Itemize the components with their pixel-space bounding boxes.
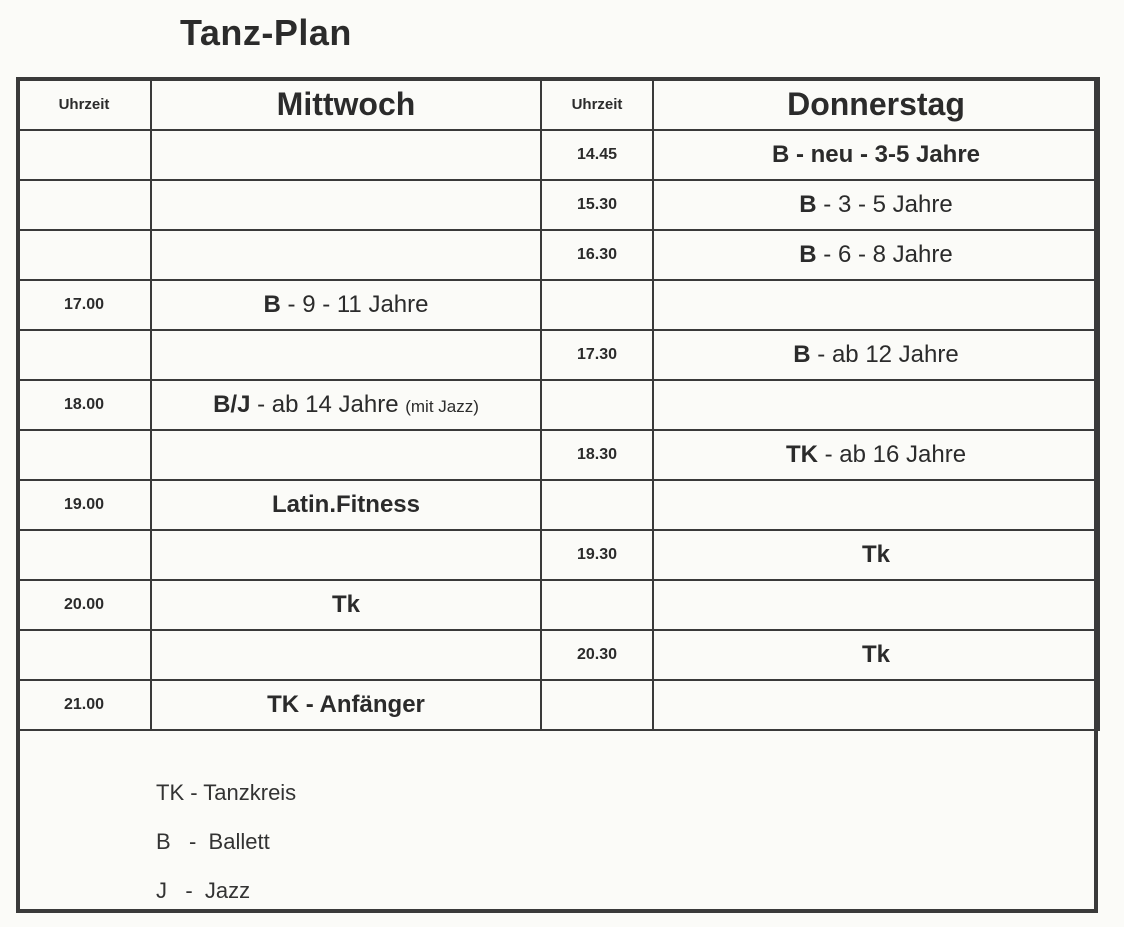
legend-item-tanzkreis: TK - Tanzkreis xyxy=(156,780,297,805)
course-code: B xyxy=(799,241,817,268)
course-code: B - neu - 3-5 Jahre xyxy=(771,141,981,168)
schedule-table xyxy=(16,77,1100,731)
course-detail: - ab 14 Jahre xyxy=(250,391,406,418)
course-code: Latin.Fitness xyxy=(271,491,421,518)
time-cell-wednesday xyxy=(17,530,151,580)
course-cell-wednesday xyxy=(151,680,541,730)
course-detail: - 3 - 5 Jahre xyxy=(816,191,953,218)
time-cell-thursday xyxy=(541,480,653,530)
course-cell-thursday xyxy=(653,480,1099,530)
table-row xyxy=(17,480,1099,530)
time-cell-wednesday xyxy=(17,430,151,480)
course-cell-wednesday xyxy=(151,480,541,530)
legend xyxy=(156,780,296,927)
course-cell-thursday xyxy=(653,130,1099,180)
course-cell-wednesday xyxy=(151,330,541,380)
course-cell-wednesday xyxy=(151,630,541,680)
legend-item-jazz: J - Jazz xyxy=(156,878,251,903)
time-cell-thursday: 14.45 xyxy=(541,130,653,180)
course-code: TK - Anfänger xyxy=(267,691,425,718)
table-row xyxy=(17,280,1099,330)
time-cell-wednesday xyxy=(17,180,151,230)
course-code: B xyxy=(799,191,817,218)
time-cell-wednesday: 20.00 xyxy=(17,580,151,630)
table-row xyxy=(17,180,1099,230)
course-code: Tk xyxy=(861,541,890,568)
table-row xyxy=(17,680,1099,730)
course-code: Tk xyxy=(861,641,890,668)
header-wednesday: Mittwoch xyxy=(151,78,541,130)
header-time-wednesday: Uhrzeit xyxy=(17,78,151,130)
course-cell-wednesday xyxy=(151,530,541,580)
course-cell-wednesday xyxy=(151,580,541,630)
time-cell-wednesday: 17.00 xyxy=(17,280,151,330)
time-cell-thursday: 16.30 xyxy=(541,230,653,280)
course-cell-wednesday xyxy=(151,230,541,280)
time-cell-thursday xyxy=(541,280,653,330)
time-cell-thursday xyxy=(541,580,653,630)
course-code: B xyxy=(263,291,281,318)
course-note: (mit Jazz) xyxy=(405,397,479,416)
course-cell-thursday xyxy=(653,180,1099,230)
table-row xyxy=(17,630,1099,680)
course-detail: - ab 12 Jahre xyxy=(810,341,959,368)
time-cell-wednesday: 19.00 xyxy=(17,480,151,530)
time-cell-wednesday xyxy=(17,130,151,180)
time-cell-wednesday xyxy=(17,630,151,680)
course-cell-thursday xyxy=(653,330,1099,380)
time-cell-thursday: 15.30 xyxy=(541,180,653,230)
time-cell-wednesday: 21.00 xyxy=(17,680,151,730)
time-cell-wednesday xyxy=(17,230,151,280)
table-row xyxy=(17,530,1099,580)
page-title: Tanz-Plan xyxy=(180,12,352,53)
course-detail: - 6 - 8 Jahre xyxy=(816,241,953,268)
header-time-thursday: Uhrzeit xyxy=(541,78,653,130)
course-cell-thursday xyxy=(653,680,1099,730)
table-header-row xyxy=(17,78,1099,130)
time-cell-thursday: 20.30 xyxy=(541,630,653,680)
table-row xyxy=(17,580,1099,630)
course-cell-thursday xyxy=(653,580,1099,630)
table-row xyxy=(17,380,1099,430)
time-cell-thursday: 18.30 xyxy=(541,430,653,480)
time-cell-thursday: 19.30 xyxy=(541,530,653,580)
course-cell-thursday xyxy=(653,230,1099,280)
table-row xyxy=(17,130,1099,180)
course-cell-thursday xyxy=(653,430,1099,480)
course-code: B xyxy=(793,341,811,368)
time-cell-wednesday: 18.00 xyxy=(17,380,151,430)
course-detail: - ab 16 Jahre xyxy=(817,441,967,468)
course-cell-wednesday xyxy=(151,130,541,180)
table-row xyxy=(17,230,1099,280)
course-code: Tk xyxy=(331,591,360,618)
course-cell-thursday xyxy=(653,630,1099,680)
course-code: B/J xyxy=(213,391,251,418)
table-row xyxy=(17,330,1099,380)
course-detail: - 9 - 11 Jahre xyxy=(280,291,429,318)
course-code: TK xyxy=(785,441,818,468)
table-row xyxy=(17,430,1099,480)
course-cell-wednesday xyxy=(151,430,541,480)
time-cell-thursday xyxy=(541,380,653,430)
course-cell-thursday xyxy=(653,380,1099,430)
course-cell-thursday xyxy=(653,280,1099,330)
legend-item-ballett: B - Ballett xyxy=(156,829,270,854)
time-cell-thursday xyxy=(541,680,653,730)
course-cell-thursday xyxy=(653,530,1099,580)
header-thursday: Donnerstag xyxy=(653,78,1099,130)
time-cell-thursday: 17.30 xyxy=(541,330,653,380)
course-cell-wednesday xyxy=(151,380,541,430)
course-cell-wednesday xyxy=(151,280,541,330)
course-cell-wednesday xyxy=(151,180,541,230)
time-cell-wednesday xyxy=(17,330,151,380)
